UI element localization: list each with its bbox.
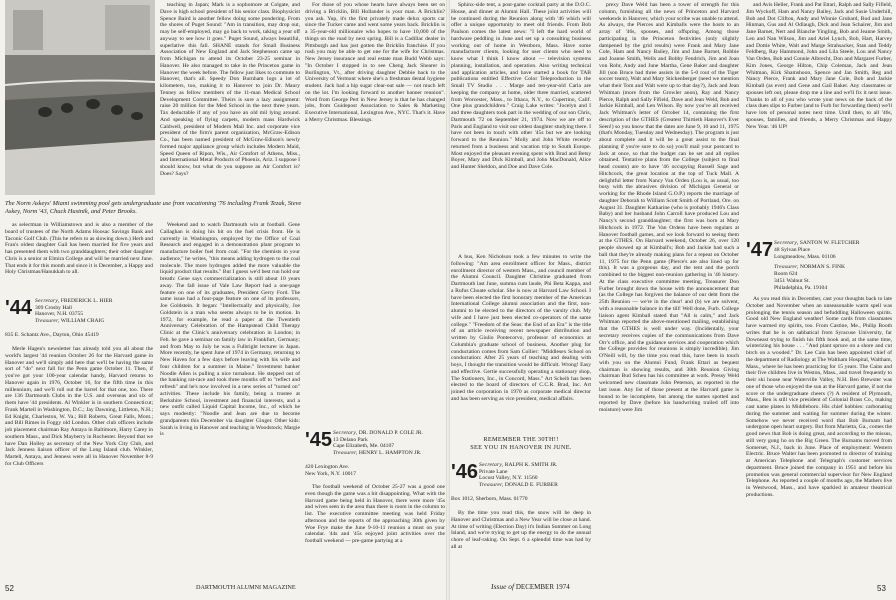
treasurer-address-3: Philadelphia, Pa. 19104 (774, 285, 828, 291)
secretary-address-1: 48 Sylvan Place (774, 247, 811, 253)
class-year: '45 (305, 429, 333, 451)
article-text: The football weekend of October 25-27 was a good one even though the game was a bit disappointing. What with the Harvard game being held in Hanover, there were more '45s and wives seen in the area than there is room in the column to list. The executive committee meeting was held Friday afternoon and the reports of the approaching 30th given by Woe Frye make the June 9-10-11 reunion a must on your calendar. '44s and '45s enjoyed joint activities over the football weekend — pre-game partying at a (305, 484, 445, 544)
issue-line (491, 582, 570, 591)
article-text: and Avis Heller, Frank and Pat Ettari, Ralph and Sally Fifield, Jim Wyckoff, Ham and Nancy Bailey, Jack and Susie Underhill, Bob and Dot Clifton, Andy and Winnie Grubard, Bud and Jane Hinman, Gus and Al Odlaugh, Dick and Jean Schairer, Jim and Jane Barnet, Nert and Blanche Yingling, Bob and Jeanne Smith, Len and Nan Wilson, Jim and Ariel Lynch, Bob, Hart, Harvey and Dottie White, Walt and Marge Strahsacker, Stan and Teddy Feldberg, Ray Hammond, John and Lila Steele, Lou and Nancy Van Orden, Bob and Connie Albrecht, Don and Margaret Furber, Kim Jones, George Hilton, Chip Coleman, Jack and Jean Whitman, Kirk Shamshoon, Spence and Jan Smith, Reg and Nancy Pierce, Frank and Mary Jane Cole, Bob and Jackie Kimball (as ever) and Gene and Gail Baker. Any classmates or spouses left out, please drop me a line and we'll fix it next issue. Thanks to all of you who wrote your news on the back of the class dues slips to Furber (and to Furb for forwarding them) we'll have lots of personal notes next time. Until then, to all '46s, spouses, families, and friends, a Merry Christmas and Happy New Year. '46 UP! (746, 2, 892, 130)
secretary-name: SANTON W. FLETCHER (799, 240, 860, 246)
treasurer-label: Treasurer, (333, 449, 358, 456)
secretary-label: Secretary, (333, 430, 358, 436)
secretary-address-2: Hanover, N.H. 03755 (35, 311, 84, 318)
photo-caption: The Norm Askeys' Miami swimming pool gets undergraduate use from vacationing '76 including Frank Tezak, Steve Askey, Norm '43, Chuck Hustnik, and Peter Brooks. (5, 200, 302, 215)
secretary-name: RALPH K. SMITH JR. (504, 462, 558, 468)
treasurer-name: HENRY L. HAMPTON JR. (358, 449, 422, 456)
secretary-address-1: 13 Delano Park (333, 436, 368, 443)
left-page (0, 0, 447, 600)
treasurer-address: Box 1012, Sherborn, Mass. 01770 (451, 496, 528, 502)
class-year: '44 (5, 297, 33, 319)
magazine-title: DARTMOUTH ALUMNI MAGAZINE (196, 584, 296, 591)
treasurer-address-1: Room 624 (774, 271, 798, 277)
article-text: Merle Hagen's newsletter has already told you all about the world's largest '44 reunion October 26 for the Harvard game in Hanover and we'll simply add here that we'll be having the same sort of "do" next fall for the Penn game October 11. Then, if you've got your 100-year calendar handy, Harvard returns to Hanover again in 1976, October 16, for the fifth time in this millennium, and we'll roll out the barrel for that one, too. There are 136 Dartmouth Clubs in the U.S. and overseas and six of them have '44 presidents. Al Winkler is in southern Connecticut; Frank Martell in Washington, D.C.; Jay Dawning, Littleton, N.H.; Ed Knight, Charleston, W. Va.; Bill Roberts, Great Falls, Mont.; and Bill Rimes in Foggy old London. Other club officers include job placement chairman Ray Antaya in Baltimore, Harry Carey in southern Mass., and Dick Mayberry in Rochester. Beyond that we have Dan Holley as secretary of the New York City Club, and Jack Jenness liaison officer of the Long Island club. Winkler, Martell, Antaya, and Jenness were all in Hanover November 8-9 for Club Officers (5, 346, 153, 467)
article-text: Sphinx-side tent, a post-game cocktail party at the D.O.C. House, and dinner at Alumni Hall. These joint activities will be continued during the Reunion along with '46 which will offer a unique opportunity to meet old friends. From Bob Paulson comes the latest news: "I left the hard world of hardware peddling in June and set up a consulting business working out of home in Westboro, Mass. Have some manufacturer clients, looking for user clients who need to know what I think I know about — television systems planning, installation, and operation. Also writing technical and application articles, and have started a book for TAB publications entitled Effective Color Teleproduction in the Small TV Studio . . . Marge and ten-year-old Carla are keeping the company at home, older three married, scattered from Worcester, Mass., to Ithaca, N.Y., to Cupertino, Calif. One plus grandchildren." Craig Lake writes: "Jocelyn and I and three daughters took part in the wedding of our son Chris, Dartmouth '72 on September 21, 1974. Now we are off to Paris and England to visit our oldest daughter studying there. I have not been in touch with other '45s but we are looking forward to the Reunion." Molly and John White recently returned from a business and vacation trip to South Europe. Most enjoyed the pleasant evening spent with Brad and Betsy Boyer, Mary and Dick Kimball, and John MacDonald, Alice and Hunter Sheldon, and Doe and Dave Cole. (451, 2, 591, 170)
treasurer-name: DONALD E. FURBER (504, 481, 558, 488)
reunion-notice-line-1: REMEMBER THE 30TH!! (483, 436, 559, 443)
secretary-address-1: Private Lane (479, 468, 508, 475)
treasurer-address: 835 E. Schantz Ave., Dayton, Ohio 45419 (5, 332, 99, 338)
column-3-class-47 (746, 296, 892, 579)
article-text: prexy Dave Weld has been a tower of strength for this column, furnishing all the news of Princeton and Harvard weekends in Hanover, which your scribe was unable to attend. As always, the Pierces and Kimballs were the hosts to an array of '46s, spouses, and offspring. Among those participating in the Princeton festivities (only slightly dampened by the grid results) were Frank and Mary Jane Cole, Ham and Nancy Bailey, Jim and Jane Barnet, Robbie and Joanne Smith, Wells and Bobby Fendrich, Jim and Joan von Rohr, Andy and June Martha, Gene Baker and daughter Jill (son Bruce had three assists in the 5-0 rout of the Tiger soccer team), Walt and Mary Stickenberger (need we mention what their Tom and Walt were up to that day?), Jack and Jean Whitman (more from the Growler anon), Ray and Nancy Pierce, Ralph and Sally Fifield, Dave and Jean Weld, Bob and Jackie Kimball, and Len Wilson. By now you've all received Jack Whitman's letter of October 14, containing the first description of the GTHES (Greatest Thirtieth Hanover's Ever Seen!) so you know that the dates are June 9, 10 and 11, 1975 (that's Monday, Tuesday and Wednesday). The program is just about complete and it will be a great assist to the final planning if you're sure to do so) you'll mail your postcard to Jack at once, so that the budget can be set and all replies obtained. Tentative plans from the College (subject to final head counts) are to have '46 occupying Russell Sage and Hitchcock, the great location at the top of Tuck Mall. A delightful letter from Nancy Van Orden (Lou is, as usual, too busy with the abrasives division of Michigan General or working for the Rhode Island G.O.P.) reports the marriage of daughter Deborah to William Scott Smith of Portland, Ore. on August 31. Daughter Katharine (who is probably 1946's Class Baby) and her husband John Carroll have produced Lou and Nancy's second granddaughter; the first was born at Mary Hitchcock in 1972. The Van Ordens have been regulars at Hanover football games, and we look forward to seeing them at the GTHES. On Harvard weekend, October 26, over 120 people showed up at Kimball's; Bob and Jackie had such a ball that they're already making plans for a repeat on October 11, 1975 for the Penn game (Pierce's are also lined up for this). It was a gorgeous day, and the tent and the porch combined to the biggest non-reunion gathering in '46 history. At the class executive committee meeting, Treasurer Don Furber brought down the house with the announcement that (as the College has forgiven the balance of our debt from the 25th Reunion — we're in the clear! and (b) we are solvent, with a reasonable balance in the till! Well done, Furb. College liaison agent Kimball stated that "All is calm," and Jack Whitman reported the above-mentioned mailing, establishing that the GTHES is well under way. (Incidentally, your secretary receives copies of the communications from Dave Orr's office, and the guidance services and cooperation which the College provides for reunions is simply incredible). Jim O'Neill will, by the time you read this, have been in touch with you on the Alumni Fund, Frank Ettari as bequest chairman is showing results, and 30th Reunion Giving chairman Bud Scheu has his committee at work. Pressy Weld welcomed new classmate John Peterson, as reported in the last issue. Any list of those present at the Harvard game is bound to be incomplete, but among the names spotted and reported by Dave (before his handwriting trailed off into moisture) were Jim (599, 2, 739, 413)
column-1-top (451, 2, 591, 252)
article-text: By the time you read this, the snow will be deep in Hanover and Christmas and a New Year will be close at hand. At time of writing (Election Day) it's Indian Summer on Long Island, and we're trying to get up the energy to do the annual chore of leaf-raking. On Sept. 6 a splendid time was had by all at (451, 510, 591, 550)
article-text: For those of you whose hearts have always been set on driving a Bricklin, Bill Hollander is your man. A Bricklin? you ask. Yup, it's the first privately made delux sports car since the Tucker came and went some years back. Bricklin is a 35-year-old millionaire who hopes to have 10,000 of the things on the road by next spring. Bill is a Cadillac dealer in Pittsburgh and has just gotten the Bricklin franchise. If you rush you may be able to get one for the wife for Christmas. New Jersey insurance and real estate man Budd Webb says: "In October I stopped in to see Cheng Jack Shearer in Burlington, Vt., after driving daughter Debbie back to the University of Vermont where she's a freshman dental hygiene student. Jack had a hip sugar clear-out sale — not much left on the lot. I'm looking forward to another banner reunion". Word from George Pert in New Jersey is that he has changed jobs, from Guidepost Association to Sales & Marketing Executive International, Lexington Ave., NYC. That's it. Have a Merry Christmas. Blessings. (305, 2, 445, 123)
column-3-class-45 (305, 484, 445, 580)
treasurer-name: NORMAN S. FINK (799, 264, 846, 270)
left-footer (5, 584, 14, 593)
secretary-address-1: 309 Crosby Hall (35, 304, 72, 311)
issue-prefix: Issue of (491, 582, 515, 591)
column-2 (599, 2, 739, 577)
right-footer (877, 584, 886, 593)
treasurer-address-2: 3451 Walnut St. (774, 278, 810, 284)
issue-month: DECEMBER 1974 (515, 583, 570, 591)
page-number: 53 (877, 584, 886, 593)
article-text: Weekend and to watch Dartmouth win at football. Gene Callaghan is doing his bit on the fuel crisis front. He is currently in Washington, employed by the Office of Coal Research and engaged in a demonstration plant program to manufacture boiler fuel from coal. "For the chemists in your audience," he writes, "this means adding hydrogen to the coal molecule. The more hydrogen added the more valuable the liquid product that results." But I guess we'd best run hold our breath: Gene says commercialization is still about 10 years away. The fall issue of Vale Law Report had a one-page feature on one of its graduates, President Gerry Ford. The same issue had a four-page feature on one of its professors, Joe Goldstein. It began: "Intellectually and physically, Joe Goldstein is a man who seems always to be in motion. In 1972, for example, he read a paper at the Twentieth Anniversary Celebration of the Hampstead Child Therapy Clinic at the Clinic's anniversary celebration in London; in Feb. he gave a seminar on family law in Frankfurt, Germany; and from May to July he was a Fulbright lecturer in Japan. More recently, he spent June of 1974 in Germany, returning to New Haven for a few days before leaving with his wife and four children for a summer in Maine." Investment banker Noodle Allen is pulling a nice turnabout. He stepped out of the banking rat-race and took three months off to "reflect and refresh" and he's now involved in a new series of "turned on" activities. These include his family, being a trustee at Berkshire School, investment and financial interests, and a new outfit called Liquid Capital Income, Inc., of which he says modestly: "Noodle and Jean are due to become grandparents this December via daughter Ginger. Other kids: Sarah is living in Hanover and teaching in Woodstock; Margie is (160, 222, 300, 438)
article-text: As you read this in December, cast your thoughts back to late October and November when an unseasonable warm spell was prolonging the tennis season and befuddling Halloween spirits. Good old New England weather! Some cards from classmates have warmed my spirits, too. From Castine, Me., Philip Booth writes that he is on sabbatical from Syracuse University, far Downeast trying to finish his fifth book and, at the same time, winterizing his house . . . "And plant spruce on a shore and cut birch on a wooded." Dr. Lee Cain has been appointed chief of the department of Radiology at The Waltham Hospital, Waltham, Mass., where he has been practicing for 15 years. The Cains and their five children live in Weston, Mass., and travel frequently to their ski house near Waterville Valley, N.H. Ben Brewster was one of those who enjoyed the sun at the Harvard game, if not the score or the undergraduate cheers (?) A resident of Plymouth, Mass., Ben is still vice president of Colonial Brass Co., making cast name plates in Middleboro. His chief hobbies: carbonating during the summer and waiting for summer during the winter. Somehow we never received word that Bob Burnam had undergone open heart surgery. But from Marietta, Ga., comes the good news that Bob is doing great, and according to the missus, still very gung ho on the Big Green. The Burnams moved from Somerset, N.J., back in June. Place of employment: Western Electric. Bruce Walter has been promoted to director of training at American Telephone and Telegraph's customer services department. Bruce joined the company in 1951 and before his promotion was general commercial supervisor for New England Telephone. As reported a couple of months ago, the Mathers live in Westwood, Mass., and have sparkled in amateur theatrical productions. (746, 296, 892, 498)
class-45-header (305, 430, 445, 482)
article-text: teaching in Japan; Mark is a sophomore at Colgate, and Dave is high school president of his senior class. Biophysicist Spence Baird is another fellow doing some pondering. From the shores of Puget Sound: "Am in transition, may drop out, may be self-employed, may go back to work, taking a year off anyway to see how it goes." Puget Sound, always beautiful, superlative this fall. SHANE stands for Small Business Association of New England and Jack Stephenson came up from Michigan to attend its October 23-25 seminar in Hanover. He also managed to take in the Princeton game in Hanover the week before. The fellow just likes to commute to Hanover, that's all. Speedy Don Burnham logs a lot of kilometers, too, making it to Hanover to join Dr. Maury Tenney as fellow members of the 11-man Medical School Development Committee. Theirs is sure a lazy assignment: raise 20 million for the Med School in the next three years. Tax deductable if any of you have an old mil lying around. And speaking of flying carpets, modern mass Hardwick Caldwell, president of Modern Mail Inc. and corporate vice president of the firm's parent organization, McGraw-Edison Co., has been named president of McGraw-Edison's newly formed major appliance group which includes Modern Maid, Speed Queen of Ripon, Wis., Air Comfort of Athens, Miss., and International Metal Products of Phoenix, Ariz. I suppose I should know, but what do you suppose an Air Comfort is? Does? Says? (160, 2, 300, 177)
class-46-header (451, 462, 591, 508)
secretary-name: DR. DONALD P. COLE JR. (358, 430, 423, 436)
class-year: '47 (746, 239, 774, 261)
article-text: A bus, Ken Nicholson took a few minutes to write the following: "Am area enrollment officer for Mass., district enrollment director of western Mass., and council member of the Alumni Council. Daughter Christine graduated from Dartmouth last June, summa cum laude, Phi Beta Kappa, and a Rufus Choate scholar. She is now at Harvard Law School. I have been elected the first honorary member of the American International College alumni association and the first, non-alumni to be elected to the directors of the varsity club. My wife and I have just been elected co-operators of the same college." "Freedom of the Seas: the End of an Era" is the title of an article receiving recent newspaper distribution and written by Giulio Pontecorvo, professor of economics at Columbia's graduate school of business. Another plug for conductation comes from Sam Collier: "Middlesex School on conductation: After 25 years of teaching and dealing with boys, I thought the transition would be difficult. Wrong! Easy and effective. Gertie successfully operating a stationary shop, The Stationers, Inc., in Concord, Mass." Art Scheib has been elected to the board of directors of C.C.R. Brad, Inc. Art joined the corporation in 1970 as corporate medical director and has been serving as vice president, medical affairs. (451, 254, 591, 402)
secretary-label: Secretary, (774, 240, 799, 246)
reunion-notice (451, 436, 591, 451)
right-page (449, 0, 896, 600)
reunion-notice-line-2: SEE YOU IN HANOVER IN JUNE. (470, 443, 572, 451)
secretary-label: Secretary, (479, 462, 504, 468)
treasurer-address-2: New York, N.Y. 10017 (305, 470, 357, 477)
treasurer-label: Treasurer, (774, 264, 799, 270)
treasurer-label: Treasurer, (35, 317, 60, 324)
article-text: as selectman in Williamstown and is also a member of the board of trustees of the North Adams Hoosac Savings Bank and Taconic Golf Club. (This he refers to as slowing down.) Herb and Fran's oldest daughter Gail has been married for five years and has presented them with two granddaughters; their other daughter Chris is a senior at Elmira College and will be married next June. That ends it for this month and since it is December, a Happy and Holy Christmas/Hanukkah to all. (5, 222, 153, 276)
secretary-name: FREDERICK L. HIER (60, 298, 113, 304)
column-1-middle (451, 254, 591, 486)
class-year: '46 (451, 461, 479, 483)
column-3-top (305, 2, 445, 422)
treasurer-name: WILLIAM CRAIG (60, 317, 105, 324)
column-1-class-44 (5, 346, 153, 580)
column-2-bottom (160, 222, 300, 580)
page-number: 52 (5, 584, 14, 593)
swimming-pool-photo (5, 0, 155, 195)
column-2-top (160, 2, 300, 215)
treasurer-label: Treasurer, (479, 481, 504, 488)
secretary-label: Secretary, (35, 298, 60, 304)
column-1-intro (5, 222, 153, 292)
secretary-address-2: Longmeadow, Mass. 01106 (774, 254, 836, 260)
treasurer-address-1: 420 Lexington Ave. (305, 464, 350, 470)
column-3-top (746, 2, 892, 234)
secretary-address-2: Cape Elizabeth, Me. 04107 (333, 443, 395, 450)
secretary-address-2: Locust Valley, N.Y. 11560 (479, 475, 538, 482)
column-1-class-46 (451, 510, 591, 580)
